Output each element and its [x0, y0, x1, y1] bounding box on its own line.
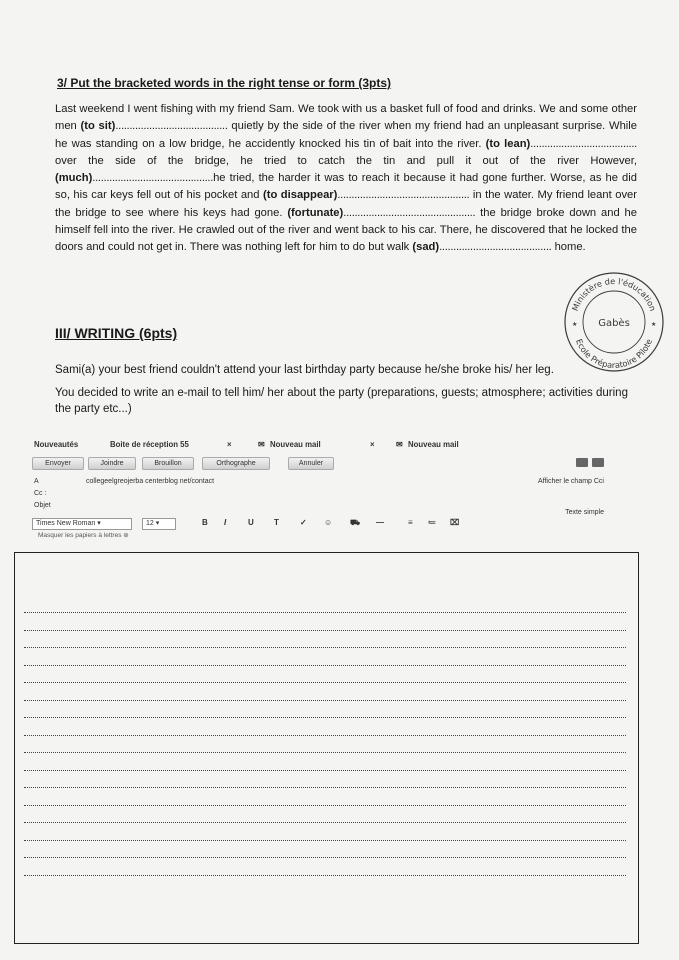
answer-line[interactable] [24, 630, 626, 631]
bracketed-word: (fortunate) [287, 206, 344, 219]
image-icon[interactable]: ⛟ [350, 518, 361, 527]
bold-icon[interactable]: B [202, 518, 208, 527]
draft-button[interactable]: Brouillon [142, 457, 194, 470]
send-button[interactable]: Envoyer [32, 457, 84, 470]
to-field[interactable] [30, 477, 610, 489]
answer-line[interactable] [24, 665, 626, 666]
answer-blank[interactable]: ........................................ [439, 241, 552, 254]
school-stamp [562, 270, 666, 374]
answer-line[interactable] [24, 647, 626, 648]
to-value[interactable]: collegeelgreojerba centerblog net/contact [86, 478, 215, 485]
mail-icon-2: ✉ [396, 440, 403, 449]
paragraph-text: in the water. My friend leant over the bridge to see where his keys had gone. [55, 189, 637, 219]
hide-stationery-link[interactable]: Masquer les papiers à lettres ⊛ [38, 532, 129, 539]
answer-line[interactable] [24, 822, 626, 823]
highlight-icon[interactable]: ✓ [300, 518, 307, 527]
italic-icon[interactable]: I [224, 518, 227, 527]
answer-line[interactable] [24, 682, 626, 683]
answer-blank[interactable]: ............................................... [337, 189, 470, 202]
paragraph-text: the bridge broke down and he himself fell into the river. He crawled out of the river and went back to his car. There, he discovered that he locked the doors and could not get in. There was nothing left for him to do but walk [55, 206, 637, 254]
bracketed-word: (sad) [412, 241, 440, 254]
answer-line[interactable] [24, 612, 626, 613]
stamp-star-right: ★ [651, 322, 657, 328]
font-name: Times New Roman [36, 520, 96, 527]
underline-icon[interactable]: U [248, 518, 254, 527]
spelling-button[interactable]: Orthographe [202, 457, 270, 470]
svg-text:Ministère de l'éducation [570, 276, 658, 312]
paragraph-text: over the side of the bridge, he tried to catch the tin and pull it out of the river However, [55, 154, 637, 167]
answer-blank[interactable]: ...................................... [530, 137, 637, 150]
email-toolbar [30, 455, 610, 471]
subject-label: Objet [34, 502, 51, 509]
paragraph-text: quietly by the side of the river when my friend had an unpleasant surprise. While he was standing on a low bridge, he accidently knocked his tin of bait into the river. [55, 120, 637, 150]
email-tabs [30, 440, 610, 454]
bracketed-word: (much) [55, 172, 93, 185]
answer-line[interactable] [24, 735, 626, 736]
answer-blank[interactable]: ........................................... [92, 172, 214, 185]
subject-field[interactable] [30, 501, 610, 516]
show-cci-link[interactable]: Afficher le champ Cci [537, 478, 604, 485]
tab-close-icon-2[interactable]: × [370, 440, 375, 449]
tab-new-mail-2[interactable]: Nouveau mail [408, 440, 459, 449]
envelope-icon[interactable] [576, 458, 588, 467]
print-icon[interactable] [592, 458, 604, 467]
answer-line[interactable] [24, 875, 626, 876]
answer-line[interactable] [24, 787, 626, 788]
clear-format-icon[interactable]: ⌧ [450, 518, 460, 527]
align-icon[interactable]: ≡ [408, 518, 413, 527]
font-size-select[interactable]: 12 ▾ [142, 518, 176, 530]
writing-prompt-1: Sami(a) your best friend couldn't attend your last birthday party because he/she broke his/ her leg. [55, 364, 554, 376]
answer-line[interactable] [24, 840, 626, 841]
attach-button[interactable]: Joindre [88, 457, 136, 470]
answer-line[interactable] [24, 717, 626, 718]
toolbar-icons [572, 458, 604, 469]
email-client-mock [22, 438, 612, 550]
writing-title: III/ WRITING (6pts) [55, 325, 178, 341]
hr-icon[interactable]: — [376, 518, 384, 527]
cc-field[interactable] [30, 489, 610, 501]
paragraph-text: home. [551, 241, 586, 254]
plain-text-link[interactable]: Texte simple [565, 509, 604, 516]
format-bar [30, 517, 610, 531]
mail-icon: ✉ [258, 440, 265, 449]
answer-blank[interactable]: ........................................ [115, 120, 228, 133]
hide-stationery-label: Masquer les papiers à lettres [38, 532, 122, 539]
cancel-button[interactable]: Annuler [288, 457, 334, 470]
font-size: 12 [146, 520, 154, 527]
tab-close-icon[interactable]: × [227, 440, 232, 449]
font-select[interactable]: Times New Roman ▾ [32, 518, 132, 530]
answer-line[interactable] [24, 752, 626, 753]
writing-prompt-2: You decided to write an e-mail to tell him/ her about the party (preparations, guests; atmosphere; activities during the party etc...) [55, 387, 628, 415]
tab-inbox[interactable]: Boite de réception 55 [110, 440, 189, 449]
answer-line[interactable] [24, 770, 626, 771]
tab-new-mail-1[interactable]: Nouveau mail [270, 440, 321, 449]
stamp-star-left: ★ [572, 322, 578, 328]
paragraph-text: he tried, the harder it was to reach it because it had gone further. Worse, as he did so, his car keys fell out of his pocket and [55, 172, 637, 202]
answer-line[interactable] [24, 700, 626, 701]
answer-blank[interactable]: ............................................... [343, 206, 476, 219]
cc-label: Cc : [34, 490, 47, 497]
tab-nouveautes[interactable]: Nouveautés [34, 440, 79, 449]
stamp-arc-top: Ministère de l'éducation [569, 275, 659, 313]
exercise-title: 3/ Put the bracketed words in the right tense or form (3pts) [57, 76, 392, 90]
paragraph-text: Last weekend I went fishing with my friend Sam. We took with us a basket full of food and drinks. We and some other men [55, 103, 637, 133]
answer-line[interactable] [24, 857, 626, 858]
bracketed-word: (to disappear) [263, 189, 338, 202]
text-color-icon[interactable]: T [274, 518, 279, 527]
stamp-center: Gabès [598, 318, 630, 329]
stamp-arc-bottom: Ecole Préparatoire Pilote [574, 337, 654, 371]
bracketed-word: (to lean) [485, 137, 531, 150]
bracketed-word: (to sit) [80, 120, 116, 133]
list-icon[interactable]: ≔ [428, 518, 436, 527]
answer-box[interactable] [14, 552, 639, 944]
smiley-icon[interactable]: ☺ [324, 518, 333, 527]
exercise-paragraph [55, 101, 637, 257]
answer-line[interactable] [24, 805, 626, 806]
to-label: A [34, 478, 39, 485]
